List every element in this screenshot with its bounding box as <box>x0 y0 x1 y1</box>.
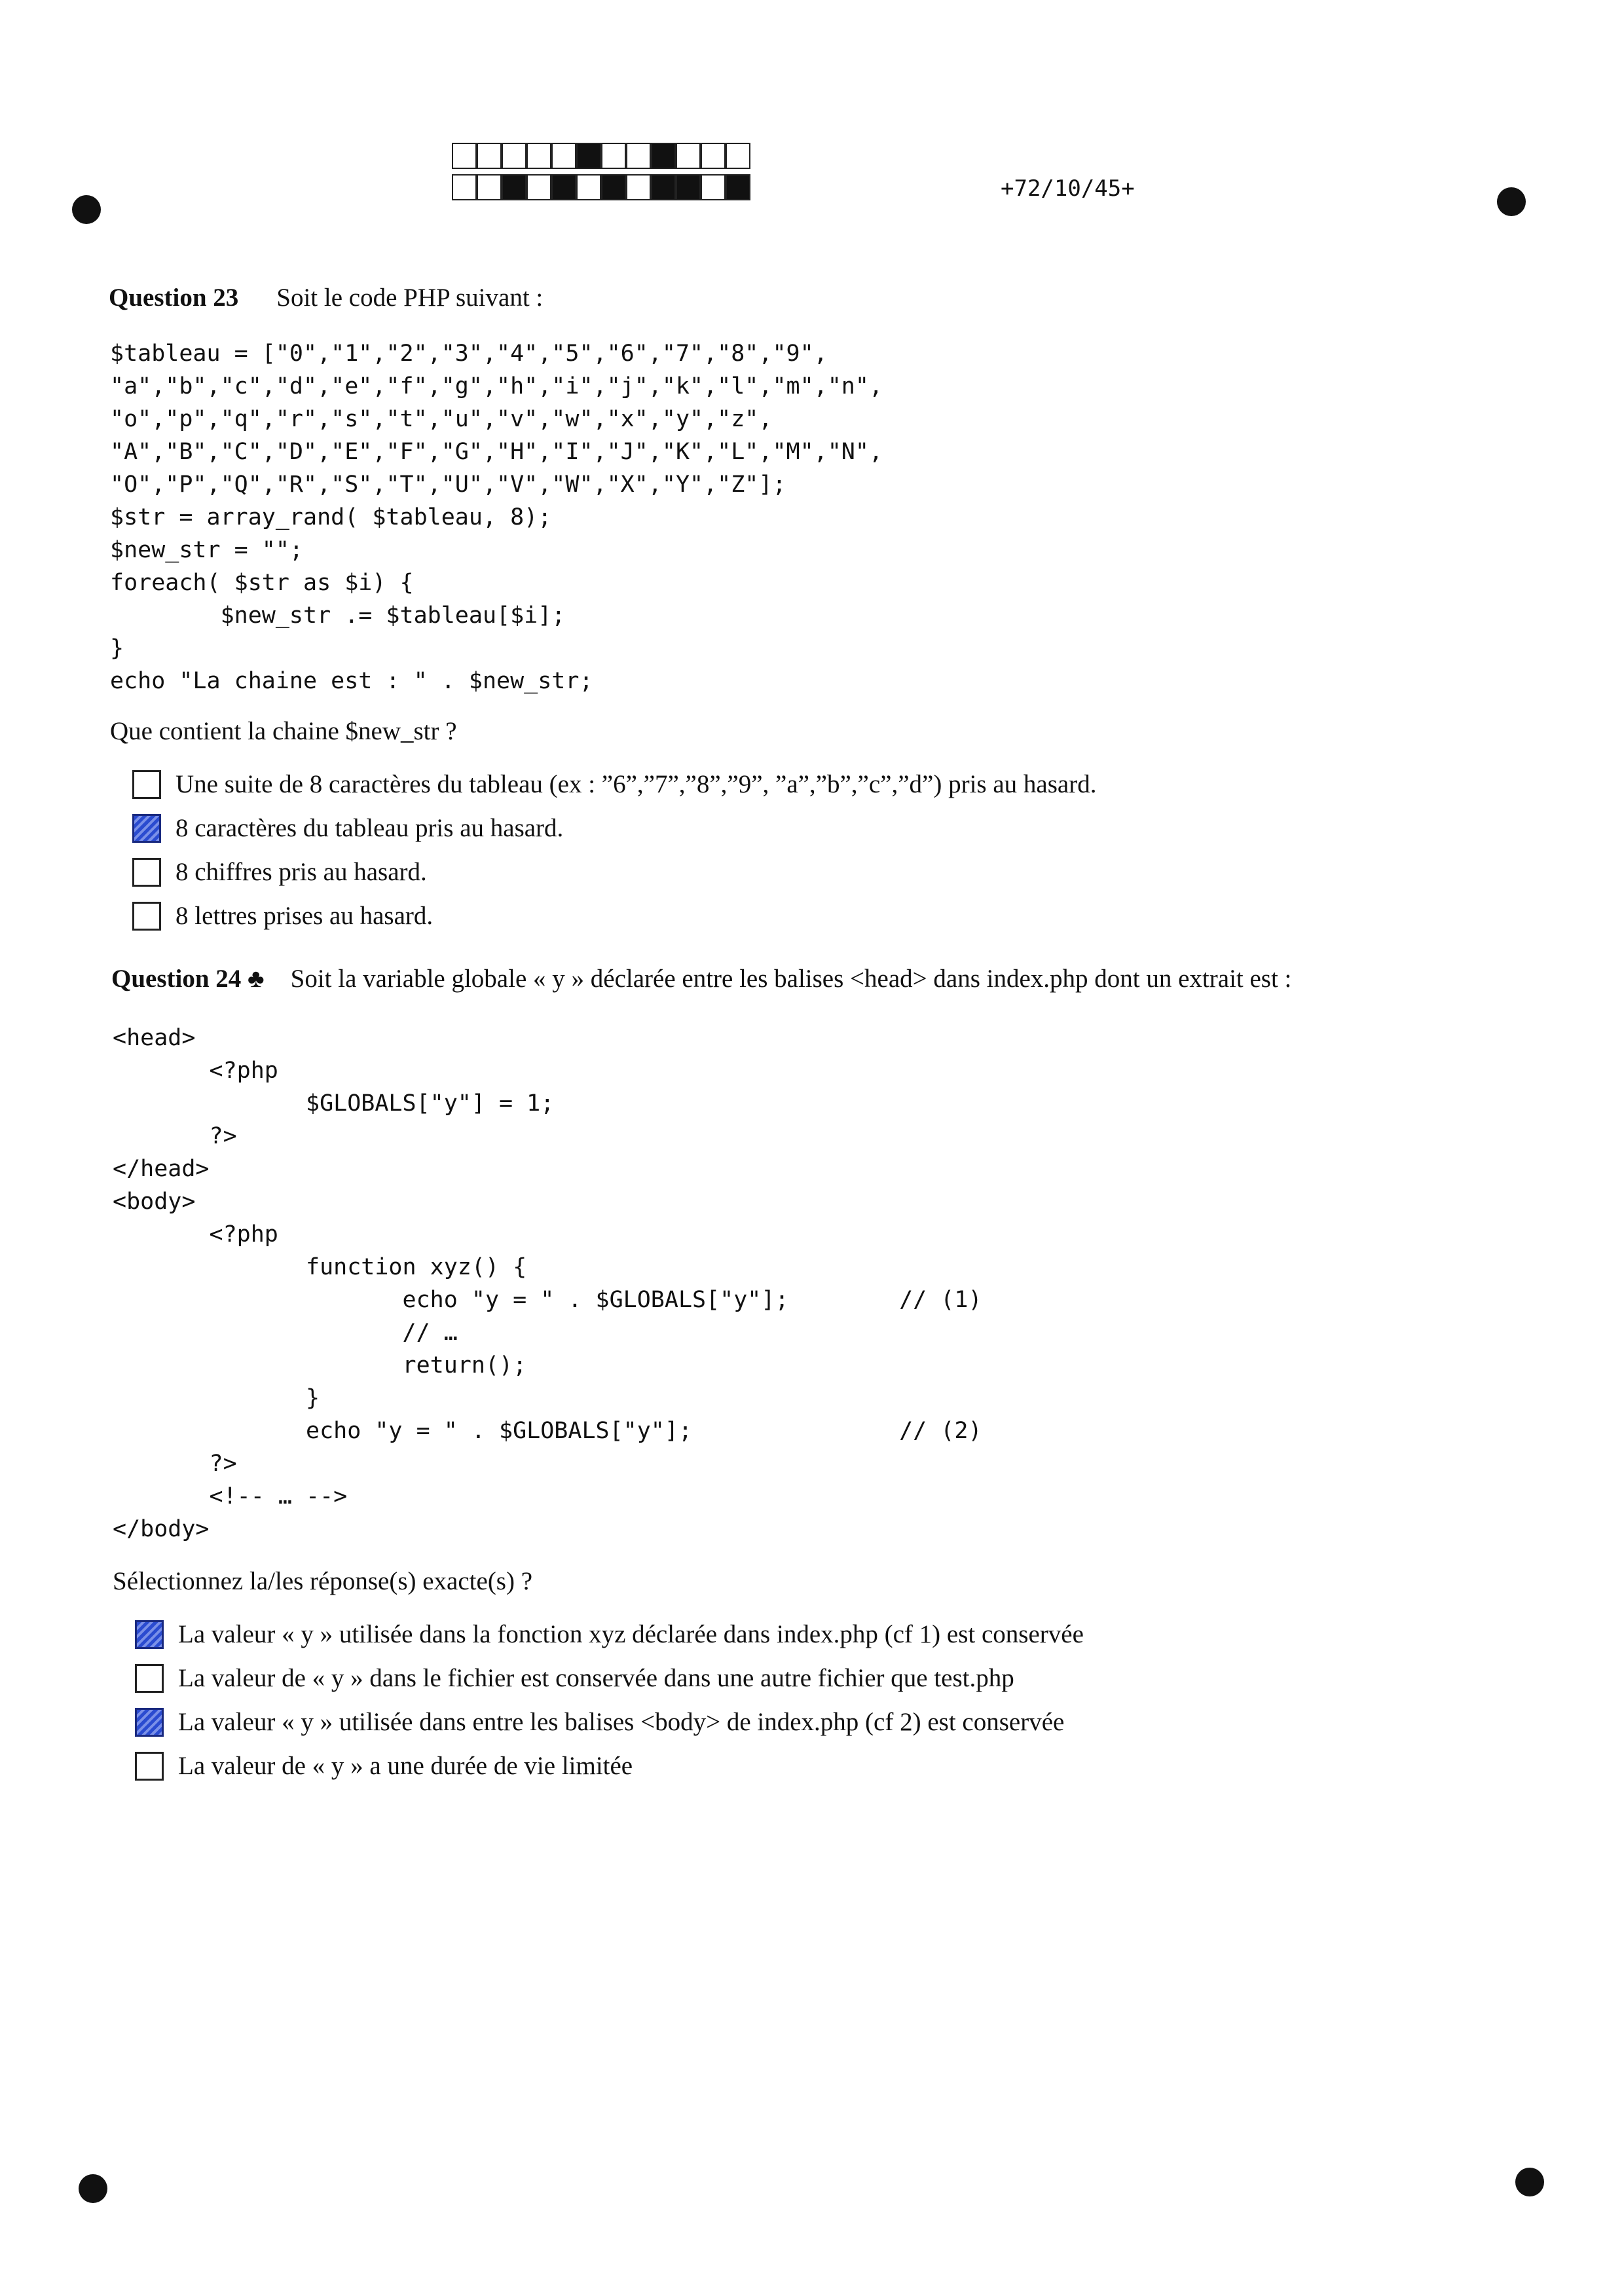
barcode-cell <box>452 143 477 169</box>
barcode-cell <box>626 143 651 169</box>
question-24-code: <head> <?php $GLOBALS["y"] = 1; ?> </head> <body> <?php function xyz() { echo "y = " . $GLOBALS["y"]; // (1) // … return(); } echo "y = " . $GLOBALS["y"]; // (2) ?> <!-- … --> </body> <box>113 1025 982 1542</box>
barcode-cell <box>651 143 676 169</box>
answer-label: La valeur « y » utilisée dans entre les balises <body> de index.php (cf 2) est conservée <box>178 1708 1065 1736</box>
answer-checkbox[interactable] <box>132 770 161 799</box>
barcode-row <box>452 143 750 170</box>
question-23-prompt: Que contient la chaine $new_str ? <box>110 717 457 745</box>
q24-answer-2[interactable] <box>135 1663 1014 1693</box>
barcode-cell <box>477 174 502 200</box>
barcode-cell <box>626 174 651 200</box>
barcode-cell <box>576 174 601 200</box>
answer-label: 8 chiffres pris au hasard. <box>175 858 427 886</box>
q24-answer-3[interactable] <box>135 1707 1064 1737</box>
answer-label: 8 lettres prises au hasard. <box>175 902 434 930</box>
barcode-cell <box>651 174 676 200</box>
barcode-cell <box>726 174 750 200</box>
answer-checkbox[interactable] <box>132 858 161 887</box>
barcode-cell <box>477 143 502 169</box>
barcode-cell <box>551 143 576 169</box>
answer-label: La valeur « y » utilisée dans la fonction xyz déclarée dans index.php (cf 1) est conservée <box>178 1620 1084 1648</box>
barcode-cell <box>502 143 526 169</box>
barcode-row <box>452 174 750 202</box>
question-23-code: $tableau = ["0","1","2","3","4","5","6","7","8","9", "a","b","c","d","e","f","g","h","i","j","k","l","m","n", "o","p","q","r","s","t","u","v","w","x","y","z", "A","B","C","D","E","F","G","H","I","J","K","L","M","N", "O","P","Q","R","S","T","U","V","W","X","Y","Z"]; $str = array_rand( $tableau, 8); $new_str = ""; foreach( $str as $i) { $new_str .= $tableau[$i]; } echo "La chaine est : " . $new_str; <box>110 341 883 694</box>
q24-answer-1[interactable] <box>135 1620 1084 1649</box>
barcode-cell <box>601 143 626 169</box>
answer-checkbox[interactable] <box>132 814 161 843</box>
corner-marker-top-left <box>72 195 101 224</box>
answer-label: La valeur de « y » dans le fichier est conservée dans une autre fichier que test.php <box>178 1664 1014 1692</box>
barcode-cell <box>676 174 701 200</box>
answer-label: 8 caractères du tableau pris au hasard. <box>175 814 564 842</box>
page-barcode <box>452 143 750 206</box>
answer-checkbox[interactable] <box>132 902 161 931</box>
q24-answer-4[interactable] <box>135 1751 633 1781</box>
barcode-cell <box>576 143 601 169</box>
question-24-title <box>111 964 1291 993</box>
corner-marker-bottom-left <box>79 2174 107 2203</box>
question-24-prompt: Sélectionnez la/les réponse(s) exacte(s) ? <box>113 1567 533 1595</box>
barcode-cell <box>452 174 477 200</box>
barcode-cell <box>676 143 701 169</box>
answer-checkbox[interactable] <box>135 1708 164 1737</box>
corner-marker-top-right <box>1497 187 1526 216</box>
corner-marker-bottom-right <box>1515 2168 1544 2196</box>
barcode-cell <box>526 143 551 169</box>
barcode-cell <box>701 174 726 200</box>
answer-label: La valeur de « y » a une durée de vie limitée <box>178 1752 633 1780</box>
barcode-cell <box>526 174 551 200</box>
q23-answer-2[interactable] <box>132 813 563 843</box>
question-23-title <box>109 283 543 312</box>
answer-label: Une suite de 8 caractères du tableau (ex : ”6”,”7”,”8”,”9”, ”a”,”b”,”c”,”d”) pris au hasard. <box>175 770 1097 798</box>
barcode-cell <box>701 143 726 169</box>
page-id: +72/10/45+ <box>1001 176 1135 202</box>
question-number: Question 24 <box>111 965 242 993</box>
answer-checkbox[interactable] <box>135 1620 164 1649</box>
barcode-cell <box>726 143 750 169</box>
barcode-cell <box>551 174 576 200</box>
question-text: Soit la variable globale « y » déclarée entre les balises <head> dans index.php dont un extrait est : <box>290 965 1292 993</box>
q23-answer-3[interactable] <box>132 857 427 887</box>
barcode-cell <box>601 174 626 200</box>
q23-answer-4[interactable] <box>132 901 433 931</box>
q23-answer-1[interactable] <box>132 769 1096 799</box>
answer-checkbox[interactable] <box>135 1664 164 1693</box>
answer-checkbox[interactable] <box>135 1752 164 1781</box>
question-number: Question 23 <box>109 284 239 312</box>
barcode-cell <box>502 174 526 200</box>
question-text: Soit le code PHP suivant : <box>276 284 544 312</box>
club-icon: ♣ <box>248 965 265 993</box>
